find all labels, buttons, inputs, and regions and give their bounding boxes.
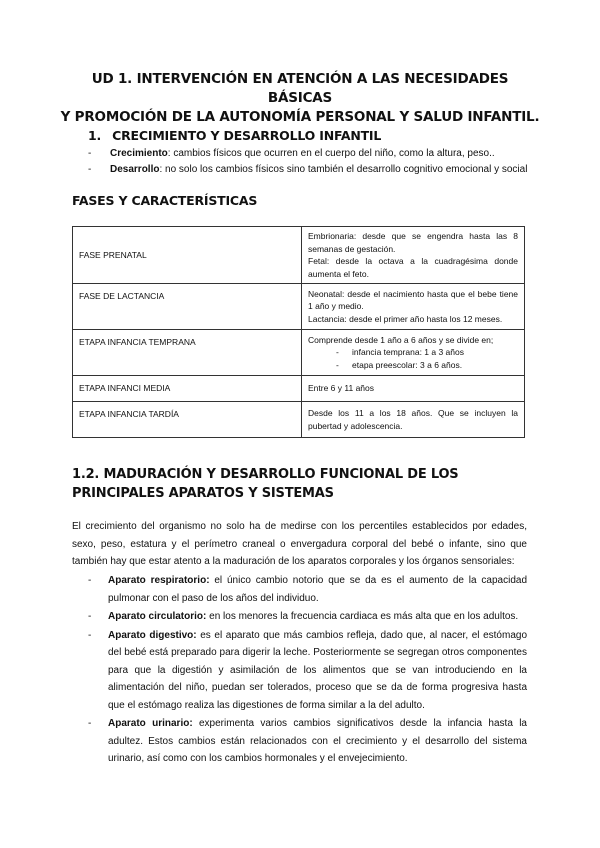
phase-name: FASE PRENATAL [73, 227, 302, 284]
table-row [73, 284, 525, 330]
list-item: - Aparato digestivo: es el aparato que más cambios refleja, dado que, al nacer, el estómago del bebé está preparado para digerir la leche. Posteriormente se segregan otros componentes para que la digestión y asimilación de los alimentos que se van introduciendo en la alimentación del niño, puedan ser tolerados, proceso que se da de forma progresiva hasta que el estómago realiza las digestiones de forma similar a la del adulto. [88, 629, 528, 711]
phase-name: ETAPA INFANCIA TARDÍA [73, 402, 302, 438]
table-row [73, 402, 525, 438]
title-line-1: UD 1. INTERVENCIÓN EN ATENCIÓN A LAS NECESIDADES BÁSICAS [91, 71, 509, 106]
list-item: - Aparato urinario: experimenta varios cambios significativos desde la infancia hasta la adultez. Estos cambios están relacionados con el crecimiento y el desarrollo del sistema urinario, así como con los cambios hormonales y el envejecimiento. [88, 718, 527, 764]
phase-line: Embrionaria: desde que se engendra hasta las 8 semanas de gestación. [308, 231, 518, 254]
list-item: - Aparato respiratorio: el único cambio notorio que se da es el aumento de la capacidad pulmonar con el paso de los años del individuo. [88, 575, 528, 604]
phase-description [302, 284, 525, 330]
phase-line: Lactancia: desde el primer año hasta los 12 meses. [308, 313, 503, 324]
phase-line: Comprende desde 1 año a 6 años y se divide en; [308, 334, 494, 345]
sub-item: - infancia temprana: 1 a 3 años [336, 347, 464, 358]
bullet-dash: - [88, 148, 92, 159]
phase-line: Desde los 11 a los 18 años. Que se incluyen la pubertad y adolescencia. [308, 408, 518, 431]
phase-line: Fetal: desde la octava a la cuadragésima donde aumenta el feto. [308, 256, 518, 279]
phase-description [302, 227, 525, 284]
system-term: Aparato digestivo: [108, 629, 197, 641]
document-title [60, 70, 540, 127]
section-1-title: CRECIMIENTO Y DESARROLLO INFANTIL [112, 128, 382, 143]
system-term: Aparato urinario: [108, 718, 193, 729]
phase-name: FASE DE LACTANCIA [73, 284, 302, 330]
table-row [73, 330, 525, 376]
section-1-heading [88, 128, 381, 143]
system-text: experimenta varios cambios significativos desde la infancia hasta la adultez. Estos cambios están relacionados con el crecimiento y el desarrollo del sistema urinario, así como con los cambios hormonales y el envejecimiento. [108, 718, 527, 764]
systems-list [72, 572, 527, 769]
section-1-2-heading: 1.2. MADURACIÓN Y DESARROLLO FUNCIONAL DE LOS PRINCIPALES APARATOS Y SISTEMAS [72, 467, 459, 501]
sub-item-text: etapa preescolar: 3 a 6 años. [352, 359, 463, 370]
phase-name: ETAPA INFANCI MEDIA [73, 376, 302, 402]
definition-term: Crecimiento [110, 148, 168, 159]
system-text: en los menores la frecuencia cardiaca es más alta que en los adultos. [206, 611, 519, 622]
definition-crecimiento [88, 148, 495, 159]
system-term: Aparato circulatorio: [108, 611, 207, 622]
definition-desarrollo [88, 164, 527, 175]
system-text: el único cambio notorio que se da es el aumento de la capacidad pulmonar con el paso de los años del individuo. [108, 575, 528, 604]
phase-line: Neonatal: desde el nacimiento hasta que el bebe tiene 1 año y medio. [308, 288, 518, 312]
definition-text: : cambios físicos que ocurren en el cuerpo del niño, como la altura, peso.. [167, 148, 495, 159]
list-item: - Aparato circulatorio: en los menores la frecuencia cardiaca es más alta que en los adultos. [88, 611, 519, 622]
phases-table [72, 226, 525, 438]
bullet-dash: - [88, 164, 92, 175]
title-line-2: Y PROMOCIÓN DE LA AUTONOMÍA PERSONAL Y SALUD INFANTIL. [60, 109, 540, 125]
phase-line: Entre 6 y 11 años [308, 383, 374, 394]
phase-name: ETAPA INFANCIA TEMPRANA [73, 330, 302, 376]
phase-description [302, 376, 525, 402]
sub-item-text: infancia temprana: 1 a 3 años [352, 347, 464, 358]
section-1-number: 1. [88, 128, 102, 143]
system-text: es el aparato que más cambios refleja, dado que, al nacer, el estómago del bebé está preparado para digerir la leche. Posteriormente se segregan otros componentes para que la digestión y asimilación de los alimentos que se van introduciendo en la alimentación del niño, puedan ser tolerados, proceso que se da de forma progresiva hasta que el estómago realiza las digestiones de forma similar a la del adulto. [108, 629, 528, 711]
system-term: Aparato respiratorio: [108, 575, 210, 586]
phase-description [302, 402, 525, 438]
phases-heading: FASES Y CARACTERÍSTICAS [72, 193, 258, 208]
table-row [73, 376, 525, 402]
phase-description [302, 330, 525, 376]
sub-item: - etapa preescolar: 3 a 6 años. [336, 359, 463, 370]
definition-term: Desarrollo [110, 164, 160, 175]
definition-text: : no solo los cambios físicos sino también el desarrollo cognitivo emocional y social [159, 164, 528, 175]
table-row [73, 227, 525, 284]
intro-paragraph: El crecimiento del organismo no solo ha de medirse con los percentiles establecidos por edades, sexo, peso, estatura y el perímetro craneal o envergadura corporal del bebé o infante, sino que también hay que estar atento a la maduración de los aparatos corporales y los órganos sensoriales: [72, 521, 527, 567]
